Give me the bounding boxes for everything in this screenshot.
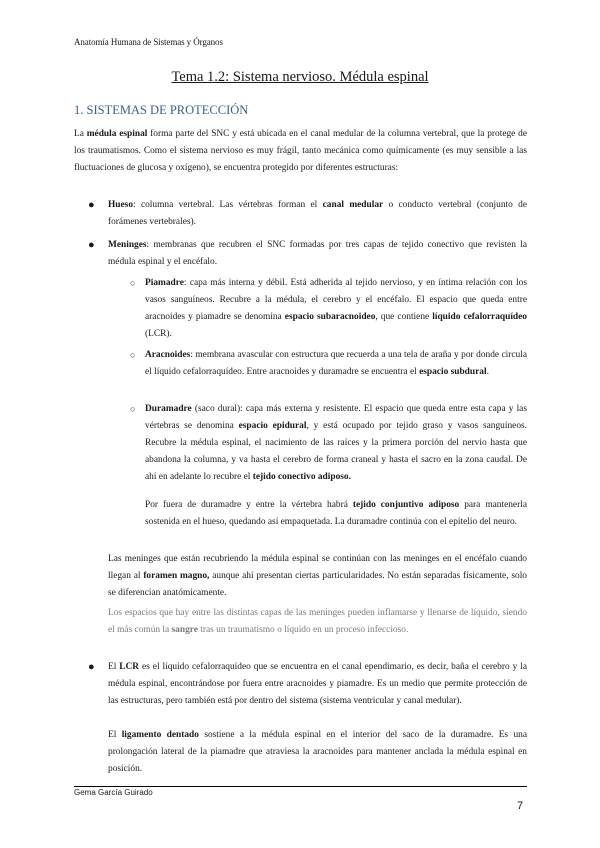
sub-bullet-duramadre: Duramadre (saco dural): capa más externa y resistente. El espacio que queda entre esta capa y las vértebras se denomina espacio epidural, y está ocupado por tejido graso y vasos sanguíneos. Recubre la médula espinal, el nacimiento de las raíces y la primera porción del nervio hasta que abandona la columna, y va hasta el cerebro de forma craneal y hasta el sacro en la zona caudal. De ahí en adelante lo recubre el tejido conectivo adiposo. [145,404,527,482]
sub-bullet-circle: ○ [130,278,136,288]
meninges-continuation-paragraph: Las meninges que están recubriendo la médula espinal se continúan con las meninges en el encéfalo cuando llegan al foramen magno, aunque ahí presentan ciertas particularidades. No están separadas físicamente, solo se diferencian anatómicamente. [108,554,527,598]
bullet-dot: ● [88,239,95,251]
running-header: Anatomía Humana de Sistemas y Órganos [74,37,223,47]
sub-bullet-circle: ○ [130,350,136,360]
footer-rule [74,786,527,787]
page-title: Tema 1.2: Sistema nervioso. Médula espinal [171,69,429,85]
espacios-paragraph: Los espacios que hay entre las distintas capas de las meninges pueden inflamarse y llenarse de líquido, siendo el más común la sangre tras un traumatismo o líquido en un proceso infeccioso. [108,608,527,635]
sub-bullet-circle: ○ [130,404,136,414]
bullet-lcr: El LCR es el líquido cefalorraquídeo que se encuentra en el canal ependimario, es decir, baña el cerebro y la médula espinal, encontrándose por fuera entre aracnoides y piamadre. Es un medio que permite protección de las estructuras, pero también está por dentro del sistema (sistema ventricular y canal medular). [108,662,527,706]
bullet-hueso: Hueso: columna vertebral. Las vértebras forman el canal medular o conducto vertebral (conjunto de forámenes vertebrales). [108,200,527,227]
bullet-dot: ● [88,661,95,673]
ligamento-paragraph: El ligamento dentado sostiene a la médula espinal en el interior del saco de la duramadre. Es una prolongación lateral de la piamadre que atraviesa la aracnoides para mantener anclada la médula espinal en posición. [108,730,527,774]
duramadre-extra-paragraph: Por fuera de duramadre y entre la vértebra habrá tejido conjuntivo adiposo para mantenerla sostenida en el hueso, quedando así empaquetada. La duramadre continúa con el epitelio del neuro. [145,500,527,527]
sub-bullet-piamadre: Piamadre: capa más interna y débil. Está adherida al tejido nervioso, y en íntima relación con los vasos sanguíneos. Recubre a la médula, el cerebro y el encéfalo. El espacio que queda entre aracnoides y piamadre se denomina espacio subaracnoideo, que contiene líquido cefalorraquídeo (LCR). [145,278,527,339]
section-heading: 1. SISTEMAS DE PROTECCIÓN [74,103,249,117]
footer-author: Gema García Guirado [74,788,153,797]
sub-bullet-aracnoides: Aracnoides: membrana avascular con estructura que recuerda a una tela de araña y por donde circula el líquido cefalorraquídeo. Entre aracnoides y duramadre se encuentra el espacio subdural. [145,350,527,377]
bullet-meninges: Meninges: membranas que recubren el SNC formadas por tres capas de tejido conectivo que revisten la médula espinal y el encéfalo. [108,240,527,267]
page-number: 7 [517,800,524,812]
bullet-dot: ● [88,199,95,211]
intro-paragraph: La médula espinal forma parte del SNC y está ubicada en el canal medular de la columna vertebral, que la protege de los traumatismos. Como el sistema nervioso es muy frágil, tanto mecánica como químicamente (es muy sensible a las fluctuaciones de glucosa y oxígeno), se encuentra protegido por diferentes estructuras: [74,129,527,173]
